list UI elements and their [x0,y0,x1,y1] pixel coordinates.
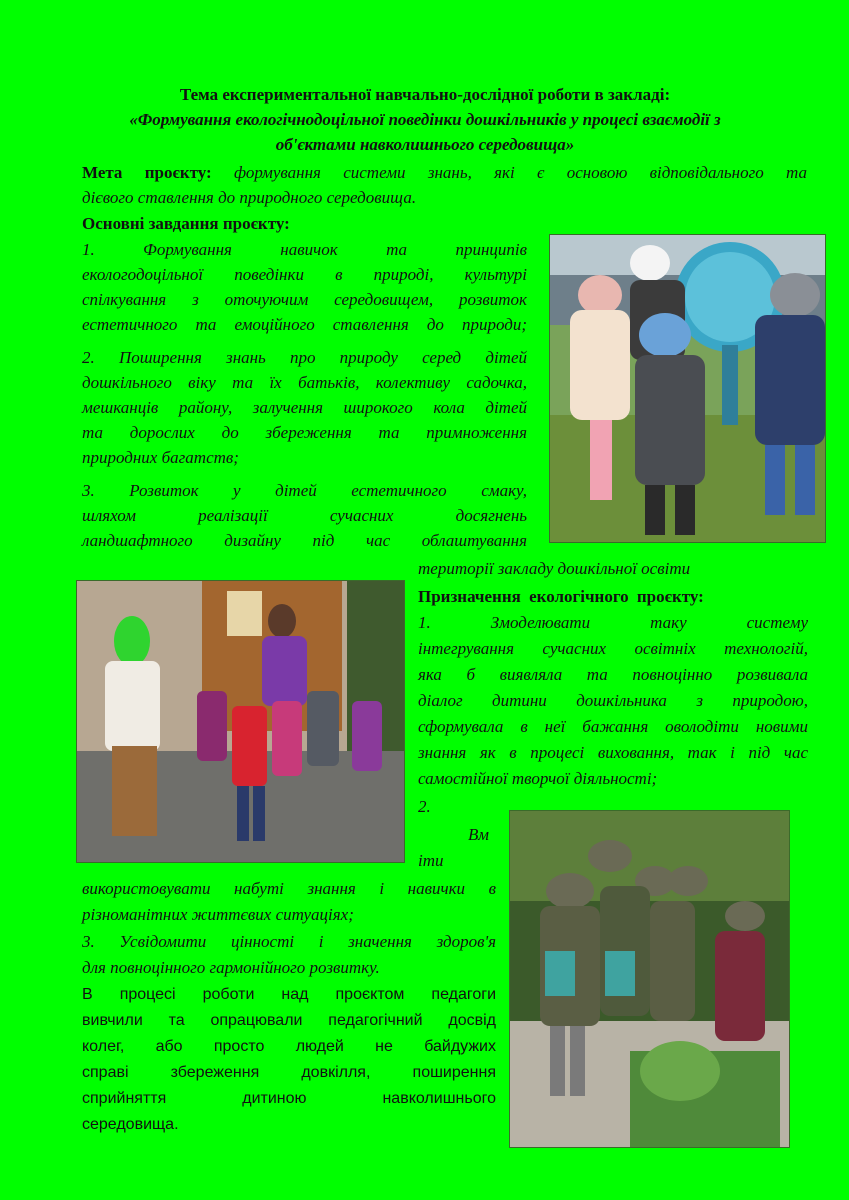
purpose-line: сформувала в неї бажання оволодіти новими [418,717,808,736]
conclusion-line: справі збереження довкілля, поширення [82,1064,496,1081]
purpose-line: діалог дитини дошкільника з природою, [418,691,808,710]
photo-teacher-costumed-character [76,580,405,863]
task-line: мешканців району, залучення широкого кола дітей [82,398,527,417]
photo-2-illustration [77,581,404,862]
purpose-line: знання як в процесі виховання, так і під час [418,743,808,762]
photo-1-illustration [550,235,825,542]
project-topic-line-1: «Формування екологічнодоцільної поведінки дошкільників у процесі взаємодії з [129,110,721,129]
purpose-heading: Призначення екологічного проєкту: [418,587,704,606]
task-line: природних багатств; [82,448,239,467]
purpose-item-2-line: різноманітних життєвих ситуаціях; [82,905,354,924]
tasks-heading: Основні завдання проєкту: [82,214,290,233]
task-line: та дорослих до збереження та примноження [82,423,527,442]
purpose-item-2-fragment-a: Вм [468,825,490,844]
task-line: спілкування з оточуючим середовищем, розвиток [82,290,527,309]
task-line: дошкільного віку та їх батьків, колективу садочка, [82,373,527,392]
page-title: Тема експериментальної навчально-дослідної роботи в закладі: [179,85,671,104]
project-topic-line-2: об'єктами навколишнього середовища» [275,135,575,154]
goal-line-1 [82,160,807,185]
purpose-item-3-line: 3. Усвідомити цінності і значення здоров'я [82,932,496,951]
task-line: 1. Формування навичок та принципів [82,240,527,259]
conclusion-line: вивчили та опрацювали педагогічний досвід [82,1012,496,1029]
task-line: екологодоцільної поведінки в природі, культурі [82,265,527,284]
purpose-line: яка б виявляла та повноцінно розвивала [418,665,808,684]
task-line: естетичного та емоційного ставлення до природи; [82,315,527,334]
purpose-line: 1. Змоделювати таку систему [418,613,808,632]
goal-text-1: формування системи знань, які є основою відповідального та [233,163,808,182]
purpose-item-2-fragment-b: іти [418,851,444,870]
conclusion-line: сприйняття дитиною навколишнього [82,1090,496,1107]
task-line: 2. Поширення знань про природу серед дітей [82,348,527,367]
photo-3-illustration [510,811,789,1147]
conclusion-line: В процесі роботи над проєктом педагоги [82,986,496,1003]
purpose-item-2-number: 2. [418,797,431,816]
purpose-line: самостійної творчої діяльності; [418,769,658,788]
photo-children-weather-board [549,234,826,543]
goal-line-2: дієвого ставлення до природного середовища. [82,188,417,207]
task-line: ландшафтного дизайну під час облаштування [82,531,527,550]
task-continuation: території закладу дошкільної освіти [418,559,691,578]
photo-children-garden [509,810,790,1148]
purpose-item-2-line: використовувати набуті знання і навички в [82,879,496,898]
purpose-line: інтегрування сучасних освітніх технологій, [418,639,808,658]
task-line: 3. Розвиток у дітей естетичного смаку, [82,481,527,500]
conclusion-line: середовища. [82,1116,179,1133]
goal-label: Мета проєкту: [82,163,212,182]
purpose-item-3-line: для повноцінного гармонійного розвитку. [82,958,380,977]
task-line: шляхом реалізації сучасних досягнень [82,506,527,525]
conclusion-line: колег, або просто людей не байдужих [82,1038,496,1055]
